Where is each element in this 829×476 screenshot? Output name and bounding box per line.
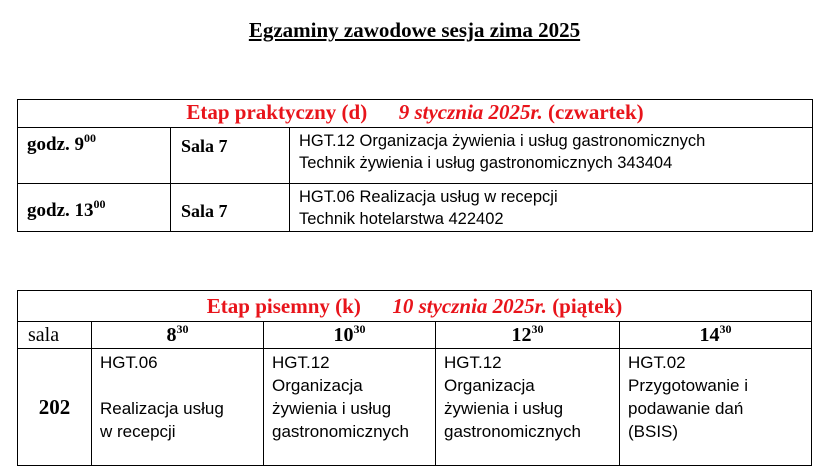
written-header <box>18 291 812 322</box>
room-cell: Sala 7 <box>171 184 290 232</box>
written-date: 10 stycznia 2025r. <box>392 294 547 318</box>
room-cell: 202 <box>18 349 92 466</box>
times-row <box>18 322 812 349</box>
time-header: $14^{30}$ <box>620 322 812 349</box>
written-stage: Etap pisemny (k) <box>206 294 361 318</box>
exam-cell: HGT.06 Realizacja usług w recepcji <box>92 349 264 466</box>
written-day: (piątek) <box>552 294 623 318</box>
table-row <box>18 349 812 466</box>
exam-cell: HGT.02 Przygotowanie i podawanie dań (BSIS) <box>620 349 812 466</box>
sala-label: sala <box>18 322 92 349</box>
time-cell: godz. $9^{00}$ <box>18 128 171 184</box>
practical-day: (czwartek) <box>548 100 644 124</box>
exam-cell: HGT.12 Organizacja żywienia i usług gastronomicznych <box>264 349 436 466</box>
practical-exam-table <box>17 99 813 232</box>
table-row <box>18 128 813 184</box>
room-cell: Sala 7 <box>171 128 290 184</box>
exam-cell: HGT.12 Organizacja żywienia i usług gastronomicznych Technik żywienia i usług gastronomicznych 343404 <box>290 128 813 184</box>
practical-date: 9 stycznia 2025r. <box>398 100 543 124</box>
time-header: $8^{30}$ <box>92 322 264 349</box>
time-header: $12^{30}$ <box>436 322 620 349</box>
table-row <box>18 184 813 232</box>
page-title: Egzaminy zawodowe sesja zima 2025 <box>248 18 581 42</box>
written-exam-table <box>17 290 812 466</box>
time-cell: godz. $13^{00}$ <box>18 184 171 232</box>
exam-cell: HGT.12 Organizacja żywienia i usług gastronomicznych <box>436 349 620 466</box>
practical-header <box>18 100 813 128</box>
practical-stage: Etap praktyczny (d) <box>186 100 368 124</box>
time-header: $10^{30}$ <box>264 322 436 349</box>
exam-cell: HGT.06 Realizacja usług w recepcji Technik hotelarstwa 422402 <box>290 184 813 232</box>
